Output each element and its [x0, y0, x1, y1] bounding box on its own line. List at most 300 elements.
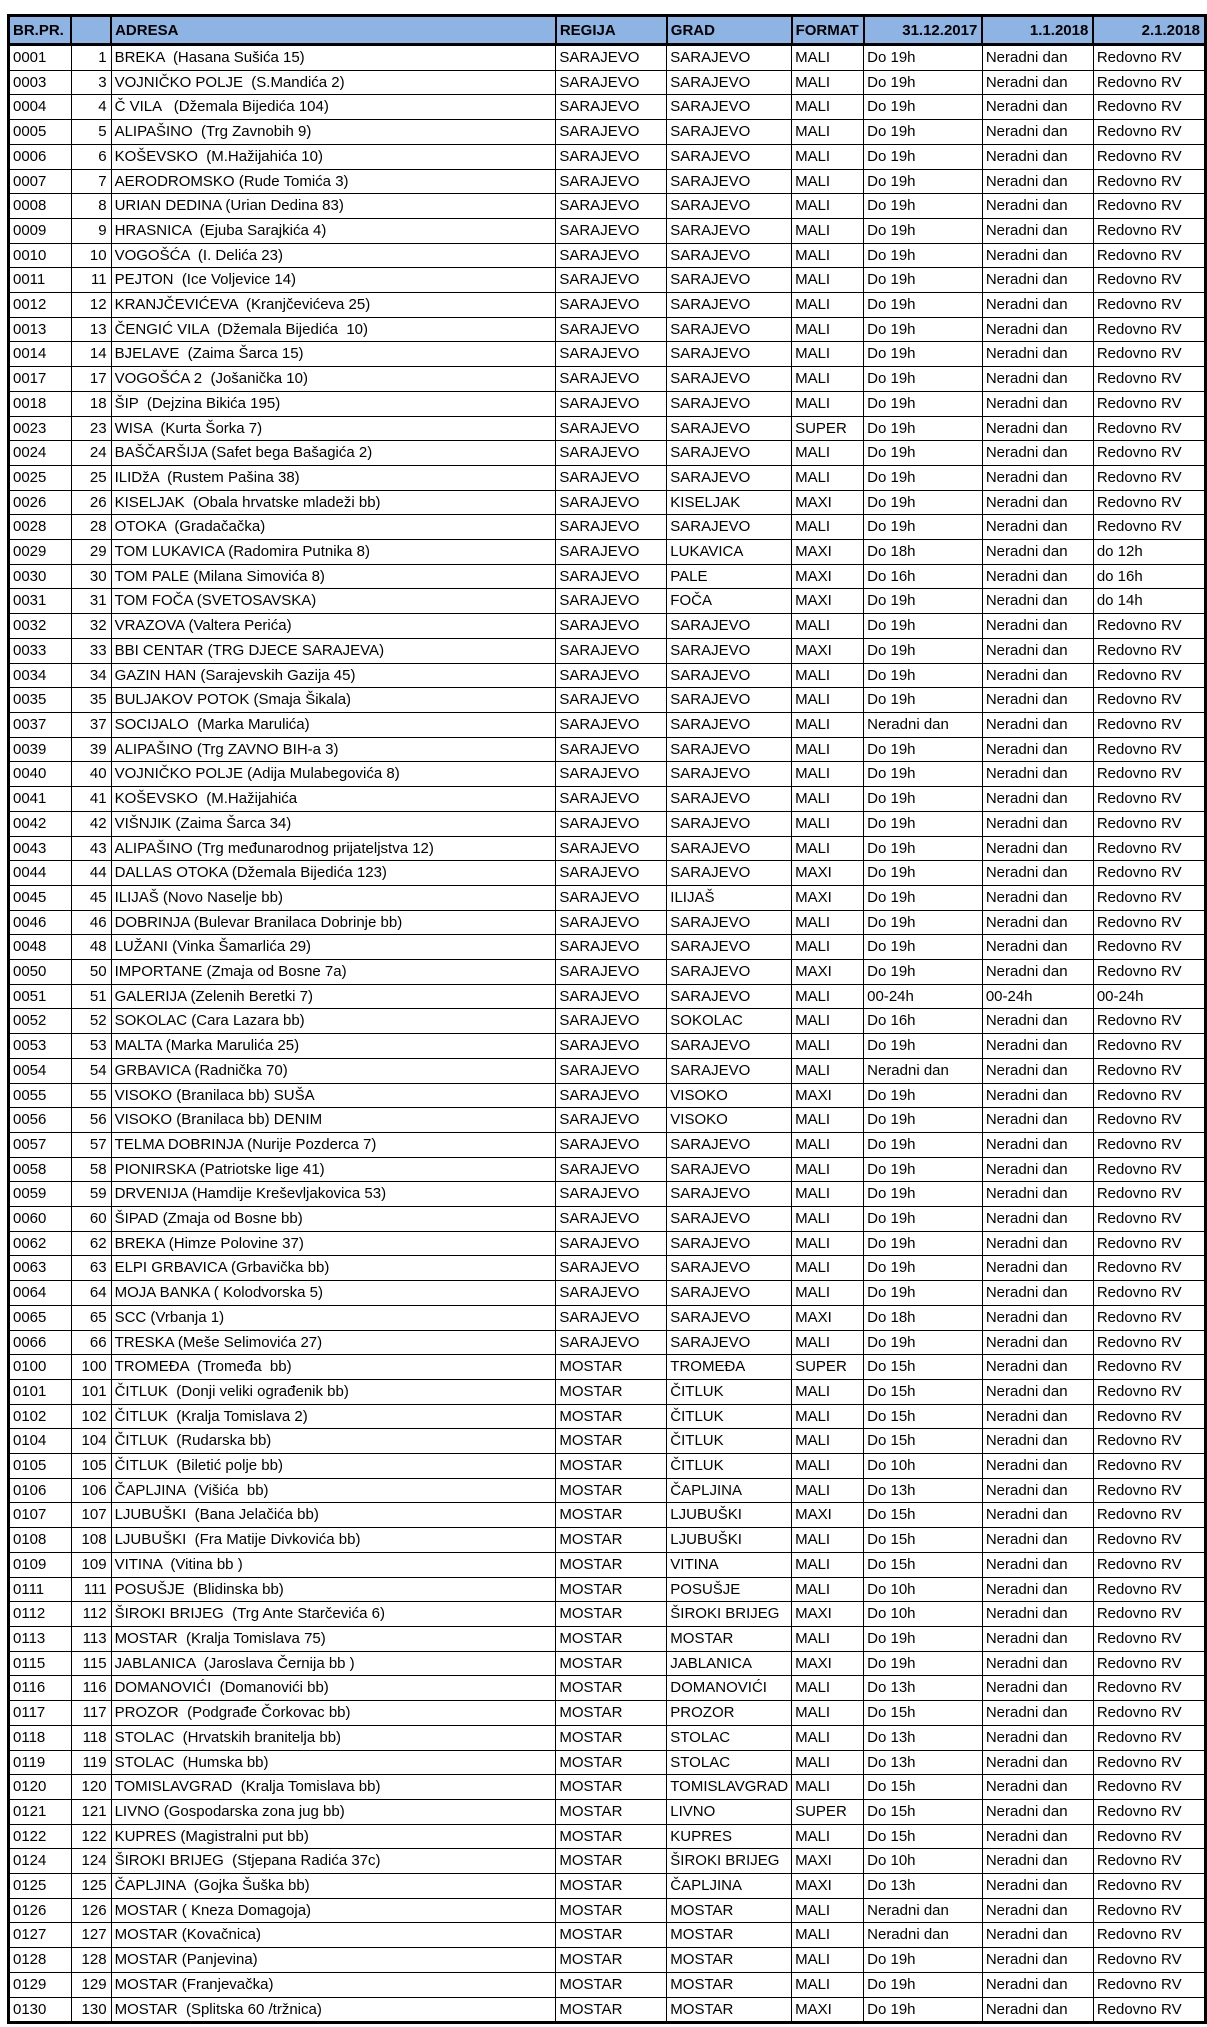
- cell: Do 19h: [864, 391, 983, 416]
- cell: MOSTAR: [667, 1997, 792, 2023]
- cell: 35: [71, 688, 111, 713]
- cell: Redovno RV: [1093, 1429, 1205, 1454]
- table-row: [9, 1651, 1206, 1676]
- cell: Redovno RV: [1093, 1874, 1205, 1899]
- cell: 5: [71, 120, 111, 145]
- cell: MALI: [792, 218, 864, 243]
- cell: BJELAVE (Zaima Šarca 15): [111, 342, 556, 367]
- cell: MALI: [792, 1454, 864, 1479]
- cell: Redovno RV: [1093, 1627, 1205, 1652]
- cell: SARAJEVO: [667, 218, 792, 243]
- cell: KISELJAK: [667, 490, 792, 515]
- cell: Do 19h: [864, 787, 983, 812]
- cell: Do 10h: [864, 1577, 983, 1602]
- column-header-regija: REGIJA: [556, 16, 667, 45]
- cell: Neradni dan: [982, 243, 1093, 268]
- cell: 0004: [9, 95, 72, 120]
- cell: Neradni dan: [982, 960, 1093, 985]
- cell: MALI: [792, 1429, 864, 1454]
- cell: ŠIP (Dejzina Bikića 195): [111, 391, 556, 416]
- cell: 0066: [9, 1330, 72, 1355]
- cell: Do 19h: [864, 614, 983, 639]
- cell: SARAJEVO: [556, 1157, 667, 1182]
- cell: 0111: [9, 1577, 72, 1602]
- cell: MOSTAR: [556, 1725, 667, 1750]
- cell: ČITLUK (Biletić polje bb): [111, 1454, 556, 1479]
- table-row: [9, 1849, 1206, 1874]
- cell: Neradni dan: [982, 638, 1093, 663]
- table-row: [9, 268, 1206, 293]
- cell: 9: [71, 218, 111, 243]
- cell: MALI: [792, 1898, 864, 1923]
- cell: KRANJČEVIĆEVA (Kranjčevićeva 25): [111, 293, 556, 318]
- cell: SARAJEVO: [667, 984, 792, 1009]
- cell: SARAJEVO: [556, 416, 667, 441]
- cell: 0063: [9, 1256, 72, 1281]
- cell: MOSTAR: [556, 1775, 667, 1800]
- cell: SARAJEVO: [556, 70, 667, 95]
- cell: Do 19h: [864, 1281, 983, 1306]
- cell: Do 15h: [864, 1552, 983, 1577]
- cell: SARAJEVO: [667, 861, 792, 886]
- cell: Neradni dan: [982, 935, 1093, 960]
- cell: Redovno RV: [1093, 1281, 1205, 1306]
- cell: Do 19h: [864, 465, 983, 490]
- table-row: [9, 762, 1206, 787]
- cell: MOSTAR (Panjevina): [111, 1948, 556, 1973]
- cell: Neradni dan: [982, 712, 1093, 737]
- cell: Redovno RV: [1093, 811, 1205, 836]
- cell: ČITLUK (Donji veliki ograđenik bb): [111, 1379, 556, 1404]
- cell: Do 15h: [864, 1404, 983, 1429]
- cell: Neradni dan: [864, 1923, 983, 1948]
- cell: Do 19h: [864, 589, 983, 614]
- cell: Do 19h: [864, 688, 983, 713]
- cell: 4: [71, 95, 111, 120]
- cell: 59: [71, 1182, 111, 1207]
- cell: MALI: [792, 910, 864, 935]
- cell: 0045: [9, 885, 72, 910]
- cell: Do 19h: [864, 638, 983, 663]
- cell: SARAJEVO: [556, 762, 667, 787]
- cell: ŠIROKI BRIJEG: [667, 1849, 792, 1874]
- cell: 00-24h: [1093, 984, 1205, 1009]
- cell: 43: [71, 836, 111, 861]
- cell: Do 15h: [864, 1701, 983, 1726]
- cell: 100: [71, 1355, 111, 1380]
- cell: SARAJEVO: [556, 910, 667, 935]
- table-row: [9, 95, 1206, 120]
- cell: SARAJEVO: [667, 836, 792, 861]
- cell: Neradni dan: [982, 688, 1093, 713]
- cell: Neradni dan: [982, 194, 1093, 219]
- cell: Neradni dan: [982, 1799, 1093, 1824]
- cell: Do 19h: [864, 1627, 983, 1652]
- cell: Redovno RV: [1093, 861, 1205, 886]
- cell: 53: [71, 1034, 111, 1059]
- table-row: [9, 70, 1206, 95]
- cell: Neradni dan: [982, 70, 1093, 95]
- cell: Neradni dan: [982, 540, 1093, 565]
- cell: 0125: [9, 1874, 72, 1899]
- cell: 129: [71, 1972, 111, 1997]
- cell: SARAJEVO: [667, 268, 792, 293]
- cell: Do 19h: [864, 144, 983, 169]
- cell: MAXI: [792, 540, 864, 565]
- cell: 62: [71, 1231, 111, 1256]
- cell: KOŠEVSKO (M.Hažijahića: [111, 787, 556, 812]
- table-row: [9, 811, 1206, 836]
- cell: MOSTAR ( Kneza Domagoja): [111, 1898, 556, 1923]
- cell: GALERIJA (Zelenih Beretki 7): [111, 984, 556, 1009]
- cell: MOSTAR: [556, 1577, 667, 1602]
- cell: Neradni dan: [982, 1182, 1093, 1207]
- cell: 0109: [9, 1552, 72, 1577]
- cell: 0013: [9, 317, 72, 342]
- cell: Redovno RV: [1093, 218, 1205, 243]
- cell: MALI: [792, 1701, 864, 1726]
- cell: SARAJEVO: [556, 169, 667, 194]
- cell: MOSTAR: [667, 1972, 792, 1997]
- cell: JABLANICA (Jaroslava Černija bb ): [111, 1651, 556, 1676]
- cell: MOSTAR: [667, 1948, 792, 1973]
- cell: 0100: [9, 1355, 72, 1380]
- cell: SUPER: [792, 1799, 864, 1824]
- cell: Neradni dan: [982, 1552, 1093, 1577]
- table-row: [9, 1108, 1206, 1133]
- cell: 0118: [9, 1725, 72, 1750]
- cell: Redovno RV: [1093, 120, 1205, 145]
- cell: Redovno RV: [1093, 1108, 1205, 1133]
- cell: MAXI: [792, 564, 864, 589]
- cell: 113: [71, 1627, 111, 1652]
- cell: SARAJEVO: [556, 441, 667, 466]
- cell: SARAJEVO: [667, 317, 792, 342]
- cell: LIVNO (Gospodarska zona jug bb): [111, 1799, 556, 1824]
- cell: 102: [71, 1404, 111, 1429]
- cell: 0053: [9, 1034, 72, 1059]
- cell: 60: [71, 1207, 111, 1232]
- cell: Neradni dan: [982, 910, 1093, 935]
- cell: MALI: [792, 712, 864, 737]
- table-row: [9, 1478, 1206, 1503]
- cell: Neradni dan: [982, 1923, 1093, 1948]
- cell: BAŠČARŠIJA (Safet bega Bašagića 2): [111, 441, 556, 466]
- cell: MALI: [792, 194, 864, 219]
- cell: Neradni dan: [864, 1898, 983, 1923]
- table-row: [9, 342, 1206, 367]
- table-row: [9, 861, 1206, 886]
- cell: MALI: [792, 663, 864, 688]
- cell: MALI: [792, 465, 864, 490]
- cell: 17: [71, 367, 111, 392]
- cell: MALI: [792, 1627, 864, 1652]
- table-row: [9, 836, 1206, 861]
- cell: ILIJAŠ: [667, 885, 792, 910]
- cell: 119: [71, 1750, 111, 1775]
- cell: Redovno RV: [1093, 1775, 1205, 1800]
- table-row: [9, 1577, 1206, 1602]
- cell: MOSTAR: [667, 1898, 792, 1923]
- cell: Do 13h: [864, 1478, 983, 1503]
- cell: 0119: [9, 1750, 72, 1775]
- cell: SARAJEVO: [556, 144, 667, 169]
- cell: 112: [71, 1602, 111, 1627]
- cell: Neradni dan: [982, 1577, 1093, 1602]
- cell: Redovno RV: [1093, 1330, 1205, 1355]
- table-row: [9, 1775, 1206, 1800]
- cell: 0032: [9, 614, 72, 639]
- cell: 33: [71, 638, 111, 663]
- cell: Do 19h: [864, 515, 983, 540]
- cell: SARAJEVO: [556, 268, 667, 293]
- cell: Neradni dan: [982, 1157, 1093, 1182]
- cell: ŠIROKI BRIJEG (Stjepana Radića 37c): [111, 1849, 556, 1874]
- table-row: [9, 465, 1206, 490]
- cell: SARAJEVO: [667, 416, 792, 441]
- cell: 117: [71, 1701, 111, 1726]
- cell: 0028: [9, 515, 72, 540]
- cell: ČITLUK (Rudarska bb): [111, 1429, 556, 1454]
- cell: Redovno RV: [1093, 194, 1205, 219]
- cell: SARAJEVO: [667, 70, 792, 95]
- cell: Do 19h: [864, 1231, 983, 1256]
- cell: 128: [71, 1948, 111, 1973]
- table-row: [9, 515, 1206, 540]
- cell: MALI: [792, 1948, 864, 1973]
- cell: 0024: [9, 441, 72, 466]
- cell: MAXI: [792, 1083, 864, 1108]
- cell: 26: [71, 490, 111, 515]
- cell: Redovno RV: [1093, 490, 1205, 515]
- cell: Do 19h: [864, 1157, 983, 1182]
- cell: Neradni dan: [982, 1775, 1093, 1800]
- cell: Do 19h: [864, 194, 983, 219]
- cell: VISOKO: [667, 1108, 792, 1133]
- table-header: [9, 16, 1206, 45]
- cell: Redovno RV: [1093, 45, 1205, 71]
- column-header-blank: [71, 16, 111, 45]
- cell: Neradni dan: [982, 45, 1093, 71]
- cell: Do 19h: [864, 95, 983, 120]
- table-row: [9, 1379, 1206, 1404]
- cell: 0056: [9, 1108, 72, 1133]
- table-row: [9, 144, 1206, 169]
- cell: MALI: [792, 1577, 864, 1602]
- cell: MALI: [792, 1034, 864, 1059]
- cell: Neradni dan: [982, 1083, 1093, 1108]
- cell: SARAJEVO: [556, 960, 667, 985]
- cell: JABLANICA: [667, 1651, 792, 1676]
- cell: MALI: [792, 243, 864, 268]
- cell: 00-24h: [982, 984, 1093, 1009]
- cell: 0057: [9, 1132, 72, 1157]
- cell: 127: [71, 1923, 111, 1948]
- cell: Do 15h: [864, 1429, 983, 1454]
- cell: Do 19h: [864, 836, 983, 861]
- cell: MOSTAR (Kralja Tomislava 75): [111, 1627, 556, 1652]
- cell: MALI: [792, 1231, 864, 1256]
- cell: Redovno RV: [1093, 960, 1205, 985]
- cell: 58: [71, 1157, 111, 1182]
- table-row: [9, 490, 1206, 515]
- cell: Redovno RV: [1093, 1701, 1205, 1726]
- cell: 120: [71, 1775, 111, 1800]
- cell: SARAJEVO: [667, 638, 792, 663]
- cell: SARAJEVO: [667, 1207, 792, 1232]
- cell: 56: [71, 1108, 111, 1133]
- cell: 0060: [9, 1207, 72, 1232]
- cell: Do 15h: [864, 1799, 983, 1824]
- cell: SARAJEVO: [667, 169, 792, 194]
- cell: Do 19h: [864, 1207, 983, 1232]
- cell: MAXI: [792, 1651, 864, 1676]
- cell: OTOKA (Gradačačka): [111, 515, 556, 540]
- table-row: [9, 1997, 1206, 2023]
- cell: SARAJEVO: [667, 120, 792, 145]
- cell: Do 15h: [864, 1503, 983, 1528]
- cell: Neradni dan: [982, 1305, 1093, 1330]
- cell: Neradni dan: [982, 95, 1093, 120]
- cell: LUŽANI (Vinka Šamarlića 29): [111, 935, 556, 960]
- cell: Redovno RV: [1093, 1997, 1205, 2023]
- cell: 0005: [9, 120, 72, 145]
- cell: 0018: [9, 391, 72, 416]
- cell: DOMANOVIĆI (Domanovići bb): [111, 1676, 556, 1701]
- cell: Neradni dan: [982, 1330, 1093, 1355]
- table-row: [9, 1305, 1206, 1330]
- cell: 0117: [9, 1701, 72, 1726]
- cell: Neradni dan: [982, 490, 1093, 515]
- table-row: [9, 416, 1206, 441]
- table-row: [9, 45, 1206, 71]
- cell: SARAJEVO: [556, 1108, 667, 1133]
- cell: Do 19h: [864, 45, 983, 71]
- cell: 0113: [9, 1627, 72, 1652]
- cell: MALI: [792, 836, 864, 861]
- cell: Neradni dan: [982, 1478, 1093, 1503]
- cell: SARAJEVO: [667, 762, 792, 787]
- cell: 130: [71, 1997, 111, 2023]
- cell: SARAJEVO: [556, 861, 667, 886]
- cell: Neradni dan: [982, 1676, 1093, 1701]
- cell: ELPI GRBAVICA (Grbavička bb): [111, 1256, 556, 1281]
- cell: MALI: [792, 169, 864, 194]
- cell: Neradni dan: [864, 712, 983, 737]
- cell: MAXI: [792, 638, 864, 663]
- cell: MAXI: [792, 1503, 864, 1528]
- cell: Redovno RV: [1093, 1478, 1205, 1503]
- cell: Neradni dan: [982, 342, 1093, 367]
- cell: Redovno RV: [1093, 342, 1205, 367]
- cell: MAXI: [792, 885, 864, 910]
- cell: 0116: [9, 1676, 72, 1701]
- cell: Do 19h: [864, 441, 983, 466]
- cell: 0129: [9, 1972, 72, 1997]
- column-header-adresa: ADRESA: [111, 16, 556, 45]
- cell: 0065: [9, 1305, 72, 1330]
- cell: ČITLUK: [667, 1404, 792, 1429]
- cell: 0124: [9, 1849, 72, 1874]
- cell: Neradni dan: [982, 1256, 1093, 1281]
- cell: 37: [71, 712, 111, 737]
- store-hours-table: [7, 14, 1207, 2024]
- table-row: [9, 1182, 1206, 1207]
- cell: SARAJEVO: [667, 935, 792, 960]
- cell: Do 18h: [864, 1305, 983, 1330]
- cell: SARAJEVO: [667, 663, 792, 688]
- cell: 30: [71, 564, 111, 589]
- cell: SARAJEVO: [667, 712, 792, 737]
- table-row: [9, 1034, 1206, 1059]
- table-row: [9, 688, 1206, 713]
- cell: MALI: [792, 1775, 864, 1800]
- cell: MALI: [792, 70, 864, 95]
- table-row: [9, 1404, 1206, 1429]
- cell: SARAJEVO: [556, 95, 667, 120]
- cell: 0126: [9, 1898, 72, 1923]
- cell: Do 19h: [864, 1948, 983, 1973]
- cell: MAXI: [792, 861, 864, 886]
- cell: SARAJEVO: [667, 144, 792, 169]
- cell: BBI CENTAR (TRG DJECE SARAJEVA): [111, 638, 556, 663]
- spreadsheet-area: [7, 14, 1207, 2024]
- cell: MOJA BANKA ( Kolodvorska 5): [111, 1281, 556, 1306]
- cell: SARAJEVO: [667, 910, 792, 935]
- cell: SARAJEVO: [556, 1132, 667, 1157]
- cell: ILIJAŠ (Novo Naselje bb): [111, 885, 556, 910]
- cell: Redovno RV: [1093, 1009, 1205, 1034]
- cell: SARAJEVO: [667, 1231, 792, 1256]
- cell: MALI: [792, 1009, 864, 1034]
- cell: Redovno RV: [1093, 1207, 1205, 1232]
- cell: STOLAC: [667, 1725, 792, 1750]
- cell: 64: [71, 1281, 111, 1306]
- table-row: [9, 1256, 1206, 1281]
- cell: Neradni dan: [982, 1750, 1093, 1775]
- cell: 101: [71, 1379, 111, 1404]
- cell: MOSTAR: [556, 1528, 667, 1553]
- column-header-31-12-2017: 31.12.2017: [864, 16, 983, 45]
- cell: Do 19h: [864, 935, 983, 960]
- cell: Redovno RV: [1093, 1503, 1205, 1528]
- cell: Neradni dan: [982, 614, 1093, 639]
- cell: Do 15h: [864, 1355, 983, 1380]
- cell: SARAJEVO: [556, 712, 667, 737]
- cell: MALI: [792, 1108, 864, 1133]
- cell: 0052: [9, 1009, 72, 1034]
- cell: 0054: [9, 1058, 72, 1083]
- cell: SARAJEVO: [556, 490, 667, 515]
- cell: 40: [71, 762, 111, 787]
- cell: SARAJEVO: [667, 1256, 792, 1281]
- cell: SARAJEVO: [556, 836, 667, 861]
- cell: SARAJEVO: [667, 243, 792, 268]
- cell: MALI: [792, 1824, 864, 1849]
- cell: 0105: [9, 1454, 72, 1479]
- table-row: [9, 540, 1206, 565]
- cell: Do 19h: [864, 218, 983, 243]
- cell: 0026: [9, 490, 72, 515]
- cell: 0031: [9, 589, 72, 614]
- table-row: [9, 1898, 1206, 1923]
- cell: Redovno RV: [1093, 1972, 1205, 1997]
- cell: SARAJEVO: [556, 515, 667, 540]
- cell: Do 16h: [864, 1009, 983, 1034]
- cell: Redovno RV: [1093, 515, 1205, 540]
- cell: Neradni dan: [982, 1281, 1093, 1306]
- cell: DOMANOVIĆI: [667, 1676, 792, 1701]
